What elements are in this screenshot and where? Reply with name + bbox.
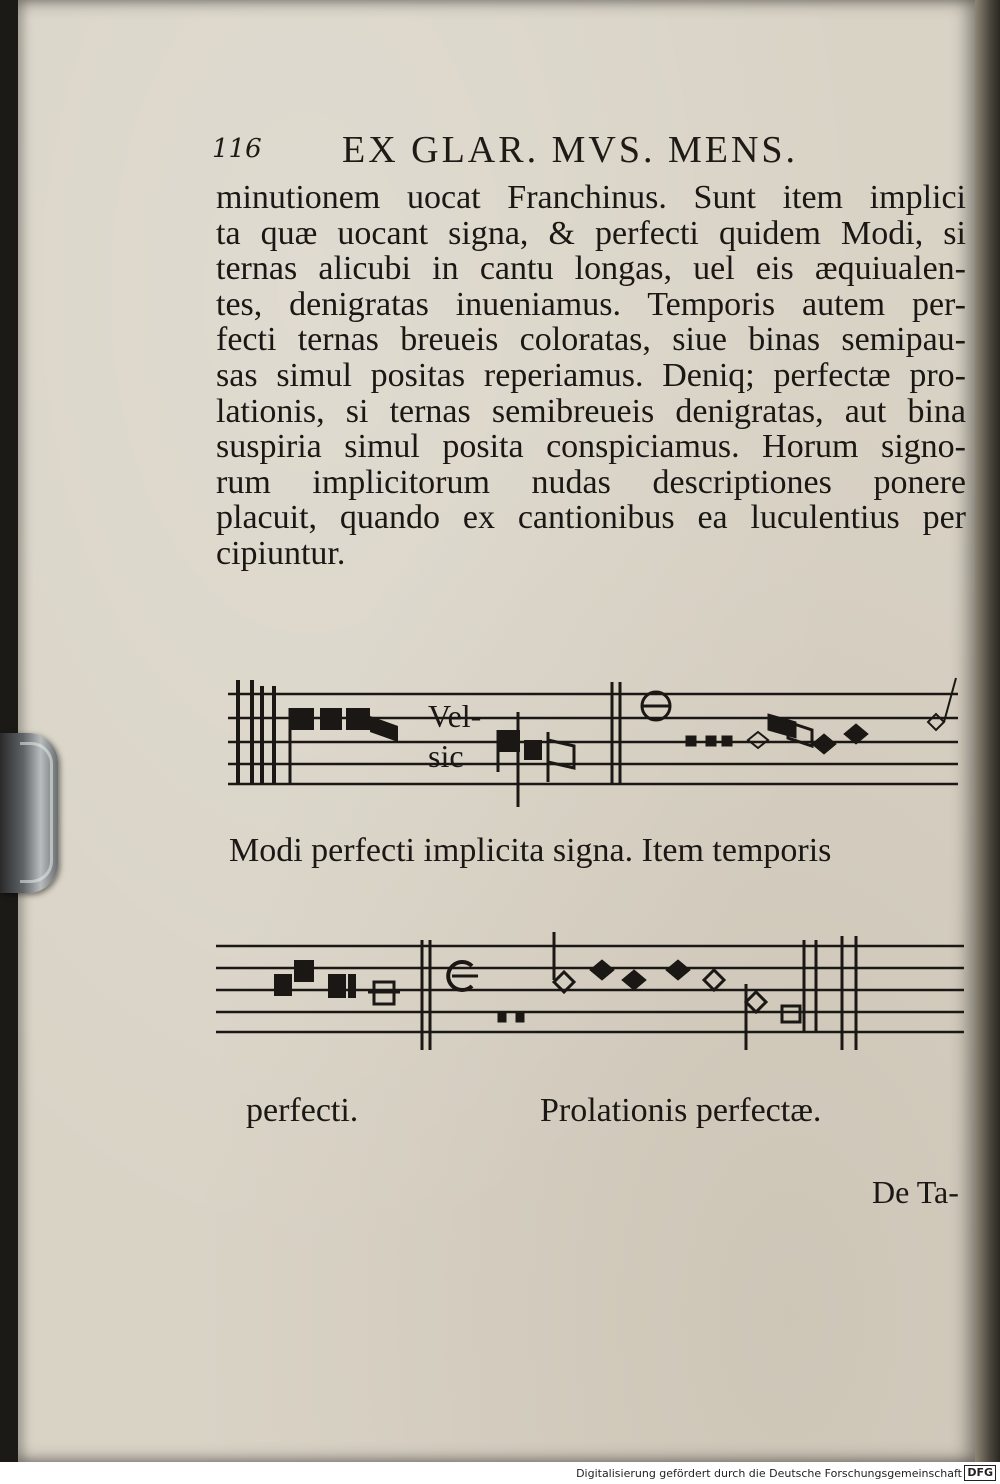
dfg-logo: DFG	[964, 1465, 996, 1481]
lyric-sic: sic	[428, 738, 464, 774]
caption-prolationis: Prolationis perfectæ.	[540, 1092, 822, 1129]
text-line: fecti ternas breueis coloratas, siue binas semipau-	[216, 321, 966, 359]
music-staff-2	[216, 922, 966, 1062]
page-clip-shine	[20, 742, 53, 883]
text-line: rum implicitorum nudas descriptiones ponere	[216, 463, 966, 501]
text-line: lationis, si ternas semibreueis denigratas, aut bina	[216, 392, 966, 430]
folio-number: 116	[212, 134, 262, 164]
text-line: ternas alicubi in cantu longas, uel eis æquiualen-	[216, 250, 966, 288]
clef-bars	[238, 680, 274, 784]
breve-group	[274, 960, 400, 1004]
text-line: tes, denigratas inueniamus. Temporis autem per-	[216, 285, 966, 323]
barline	[612, 682, 620, 784]
body-text	[216, 180, 966, 572]
text-line: ta quæ uocant signa, & perfecti quidem Modi, si	[216, 214, 966, 252]
caption-modi: Modi perfecti implicita signa. Item temporis	[229, 832, 832, 869]
page-edge	[975, 0, 1000, 1462]
music-staff-1	[228, 672, 968, 812]
barline	[422, 940, 430, 1050]
text-line: cipiuntur.	[216, 534, 346, 572]
text-line: minutionem uocat Franchinus. Sunt item implici	[216, 179, 966, 216]
page-header	[212, 128, 892, 178]
lyric-vel: Vel-	[428, 698, 482, 734]
footer-credit: Digitalisierung gefördert durch die Deutsche Forschungsgemeinschaft	[576, 1467, 962, 1480]
running-title: EX GLAR. MVS. MENS.	[342, 129, 799, 171]
text-line: sas simul positas reperiamus. Deniq; perfectæ pro-	[216, 356, 966, 394]
catchword: De Ta-	[872, 1174, 959, 1210]
staff-lines	[228, 694, 958, 784]
digitization-footer	[0, 1462, 1000, 1484]
text-line: placuit, quando ex cantionibus ea luculentius per	[216, 499, 966, 537]
text-line: suspiria simul posita conspiciamus. Horum signo-	[216, 428, 966, 466]
caption-perfecti: perfecti.	[246, 1092, 359, 1129]
